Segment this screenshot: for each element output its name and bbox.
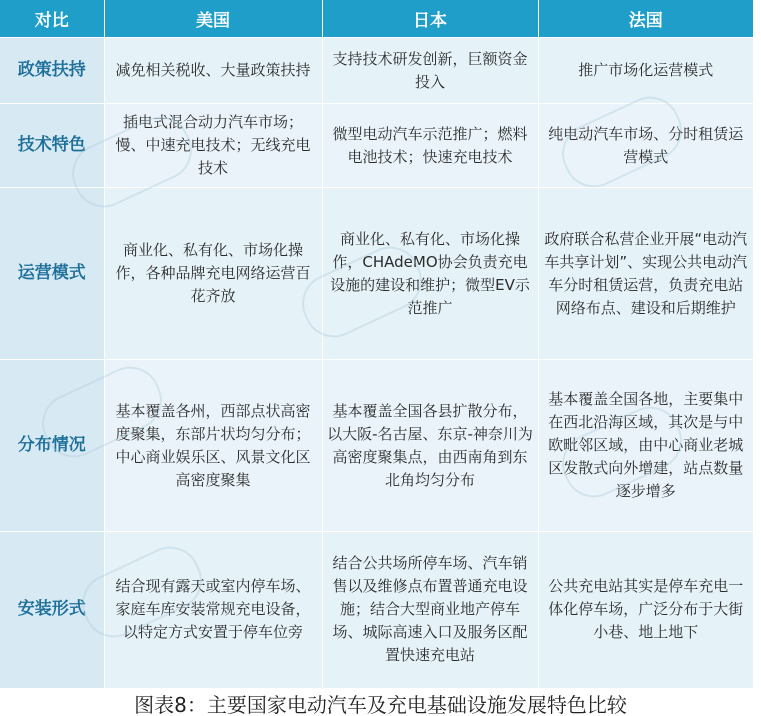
cell-technology-france: 纯电动汽车市场、分时租赁运营模式 [538, 104, 753, 188]
cell-policy-usa: 减免相关税收、大量政策扶持 [104, 38, 322, 104]
cell-policy-france: 推广市场化运营模式 [538, 38, 753, 104]
header-japan: 日本 [322, 0, 538, 38]
cell-operation-france: 政府联合私营企业开展“电动汽车共享计划”、实现公共电动汽车分时租赁运营，负责充电站网络布点、建设和后期维护 [538, 188, 753, 360]
header-usa: 美国 [104, 0, 322, 38]
row-label-operation: 运营模式 [0, 188, 104, 360]
table-caption: 图表8：主要国家电动汽车及充电基础设施发展特色比较 [134, 694, 627, 716]
row-label-policy: 政策扶持 [0, 38, 104, 104]
header-france: 法国 [538, 0, 753, 38]
row-label-installation: 安装形式 [0, 532, 104, 688]
row-label-distribution: 分布情况 [0, 360, 104, 532]
header-compare: 对比 [0, 0, 104, 38]
table-row-policy [0, 38, 753, 104]
cell-distribution-france: 基本覆盖全国各地，主要集中在西北沿海区域，其次是与中欧毗邻区域，由中心商业老城区发散式向外增建，站点数量逐步增多 [538, 360, 753, 532]
row-label-technology: 技术特色 [0, 104, 104, 188]
cell-installation-usa: 结合现有露天或室内停车场、家庭车库安装常规充电设备，以特定方式安置于停车位旁 [104, 532, 322, 688]
table-header-row [0, 0, 753, 38]
cell-operation-usa: 商业化、私有化、市场化操作，各种品牌充电网络运营百花齐放 [104, 188, 322, 360]
table-row-installation [0, 532, 753, 688]
table-row-distribution [0, 360, 753, 532]
cell-installation-france: 公共充电站其实是停车充电一体化停车场，广泛分布于大街小巷、地上地下 [538, 532, 753, 688]
cell-distribution-japan: 基本覆盖全国各县扩散分布，以大阪-名古屋、东京-神奈川为高密度聚集点，由西南角到东北角均匀分布 [322, 360, 538, 532]
cell-installation-japan: 结合公共场所停车场、汽车销售以及维修点布置普通充电设施；结合大型商业地产停车场、城际高速入口及服务区配置快速充电站 [322, 532, 538, 688]
table-row-operation [0, 188, 753, 360]
cell-technology-usa: 插电式混合动力汽车市场；慢、中速充电技术；无线充电技术 [104, 104, 322, 188]
cell-operation-japan: 商业化、私有化、市场化操作，CHAdeMO协会负责充电设施的建设和维护；微型EV示范推广 [322, 188, 538, 360]
table-row-technology [0, 104, 753, 188]
cell-policy-japan: 支持技术研发创新，巨额资金投入 [322, 38, 538, 104]
cell-distribution-usa: 基本覆盖各州，西部点状高密度聚集，东部片状均匀分布；中心商业娱乐区、风景文化区高密度聚集 [104, 360, 322, 532]
cell-technology-japan: 微型电动汽车示范推广；燃料电池技术；快速充电技术 [322, 104, 538, 188]
